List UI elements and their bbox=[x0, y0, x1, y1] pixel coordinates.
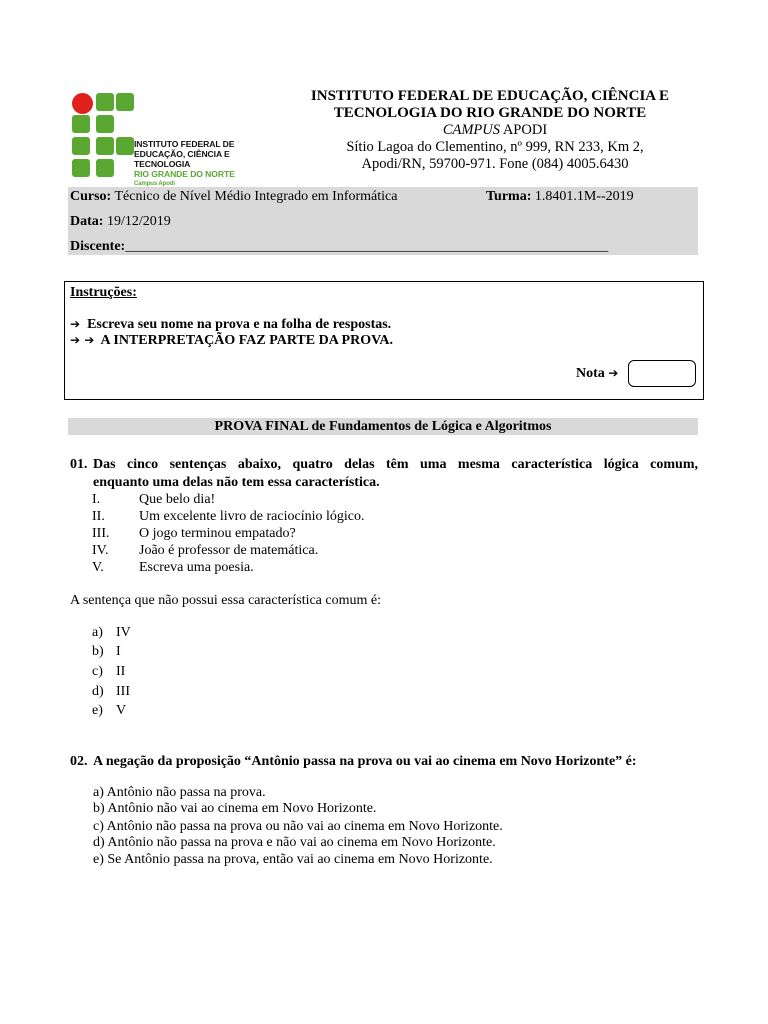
instruction-text: A INTERPRETAÇÃO FAZ PARTE DA PROVA. bbox=[100, 333, 394, 348]
option-letter: d) bbox=[92, 684, 104, 699]
instruction-item bbox=[70, 333, 393, 349]
discente-row bbox=[70, 239, 608, 255]
instruction-text: Escreva seu nome na prova e na folha de respostas. bbox=[87, 317, 392, 332]
campus-name: APODI bbox=[500, 122, 548, 138]
option-text[interactable]: II bbox=[116, 664, 126, 679]
curso-value: Técnico de Nível Médio Integrado em Informática bbox=[111, 189, 398, 204]
logo-text bbox=[134, 139, 282, 189]
option-letter: b) bbox=[92, 644, 104, 659]
sentence-number: III. bbox=[92, 526, 110, 541]
curso-label: Curso: bbox=[70, 189, 112, 204]
option-text[interactable]: b) Antônio não vai ao cinema em Novo Horizonte. bbox=[93, 801, 377, 816]
instructions-box bbox=[64, 281, 704, 400]
logo-square bbox=[116, 137, 134, 155]
institution-logo bbox=[72, 93, 282, 187]
course-info bbox=[68, 187, 698, 255]
institution-line: TECNOLOGIA DO RIO GRANDE DO NORTE bbox=[333, 105, 647, 121]
sentence-text: João é professor de matemática. bbox=[139, 543, 319, 558]
sentence-number: V. bbox=[92, 560, 104, 575]
logo-line: RIO GRANDE DO NORTE bbox=[134, 169, 235, 179]
nota-label: Nota bbox=[576, 366, 605, 381]
turma-value: 1.8401.1M--2019 bbox=[531, 189, 634, 204]
campus-line bbox=[300, 122, 690, 139]
address-line: Apodi/RN, 59700-971. Fone (084) 4005.6430 bbox=[361, 156, 629, 172]
data-label: Data: bbox=[70, 214, 104, 229]
logo-square bbox=[72, 115, 90, 133]
logo-square bbox=[96, 93, 114, 111]
turma-label: Turma: bbox=[486, 189, 532, 204]
option-text[interactable]: I bbox=[116, 644, 121, 659]
sentence-number: I. bbox=[92, 492, 101, 507]
option-text[interactable]: d) Antônio não passa na prova e não vai ao cinema em Novo Horizonte. bbox=[93, 835, 496, 850]
option-letter: e) bbox=[92, 703, 103, 718]
nota-field[interactable] bbox=[628, 360, 696, 387]
logo-line: EDUCAÇÃO, CIÊNCIA E TECNOLOGIA bbox=[134, 149, 230, 169]
data-value: 19/12/2019 bbox=[103, 214, 171, 229]
instruction-item bbox=[70, 317, 391, 333]
logo-square bbox=[72, 159, 90, 177]
sentence-text: Um excelente livro de raciocínio lógico. bbox=[139, 509, 365, 524]
instructions-title: Instruções: bbox=[70, 285, 137, 300]
institution-address bbox=[300, 122, 690, 173]
option-letter: c) bbox=[92, 664, 103, 679]
institution-line: INSTITUTO FEDERAL DE EDUCAÇÃO, CIÊNCIA E bbox=[310, 88, 670, 104]
logo-square bbox=[96, 115, 114, 133]
arrow-icon: ➔ ➔ bbox=[70, 333, 95, 347]
option-text[interactable]: c) Antônio não passa na prova ou não vai ao cinema em Novo Horizonte. bbox=[93, 819, 503, 834]
campus-label: CAMPUS bbox=[442, 122, 501, 138]
institution-name bbox=[300, 88, 680, 122]
sentence-text: Que belo dia! bbox=[139, 492, 216, 507]
logo-line: INSTITUTO FEDERAL DE bbox=[134, 139, 235, 149]
question-text: A negação da proposição “Antônio passa na prova ou vai ao cinema em Novo Horizonte” é: bbox=[93, 754, 637, 769]
logo-square bbox=[116, 93, 134, 111]
question-number: 01. bbox=[70, 457, 88, 472]
arrow-icon: ➔ bbox=[608, 366, 619, 380]
address-line: Sítio Lagoa do Clementino, nº 999, RN 233, Km 2, bbox=[346, 139, 644, 155]
logo-red-dot bbox=[72, 93, 93, 114]
exam-title: PROVA FINAL de Fundamentos de Lógica e Algoritmos bbox=[68, 418, 698, 435]
sentence-number: IV. bbox=[92, 543, 109, 558]
data-row bbox=[70, 214, 171, 230]
option-text[interactable]: V bbox=[116, 703, 127, 718]
logo-line: Campus Apodi bbox=[134, 181, 175, 187]
logo-square bbox=[96, 137, 114, 155]
arrow-icon: ➔ bbox=[70, 317, 81, 331]
curso-row bbox=[70, 189, 397, 205]
turma-row bbox=[486, 189, 634, 205]
question-prompt: A sentença que não possui essa característica comum é: bbox=[70, 593, 381, 608]
question-text: Das cinco sentenças abaixo, quatro delas têm uma mesma característica lógica comum, bbox=[93, 457, 698, 472]
logo-square bbox=[96, 159, 114, 177]
sentence-text: O jogo terminou empatado? bbox=[139, 526, 296, 541]
question-number: 02. bbox=[70, 754, 88, 769]
option-text[interactable]: a) Antônio não passa na prova. bbox=[93, 785, 266, 800]
discente-label: Discente: bbox=[70, 239, 126, 254]
option-letter: a) bbox=[92, 625, 103, 640]
option-text[interactable]: IV bbox=[116, 625, 131, 640]
nota-label-group bbox=[576, 366, 618, 382]
logo-square bbox=[72, 137, 90, 155]
sentence-text: Escreva uma poesia. bbox=[139, 560, 254, 575]
option-text[interactable]: e) Se Antônio passa na prova, então vai ao cinema em Novo Horizonte. bbox=[93, 852, 493, 867]
sentence-number: II. bbox=[92, 509, 105, 524]
option-text[interactable]: III bbox=[116, 684, 130, 699]
discente-line[interactable]: _____________________________________________________________________ bbox=[125, 239, 609, 254]
question-text: enquanto uma delas não tem essa característica. bbox=[93, 475, 380, 490]
